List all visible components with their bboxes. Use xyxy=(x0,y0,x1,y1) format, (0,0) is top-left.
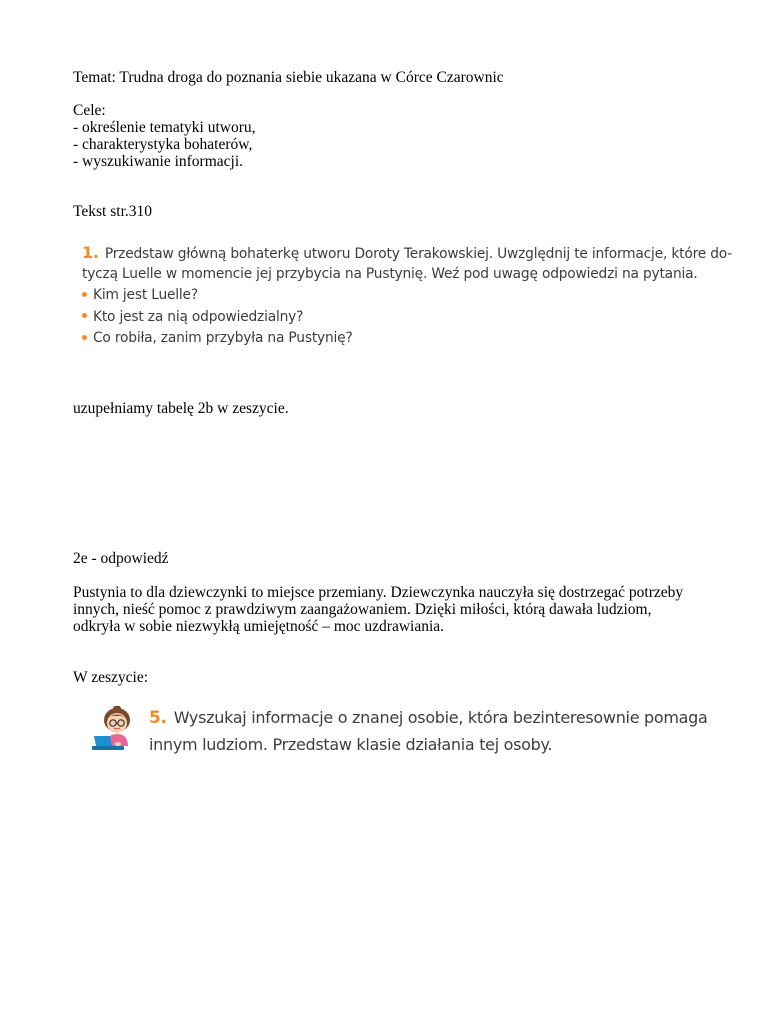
bullet-dot-icon xyxy=(82,292,87,297)
task-5-text xyxy=(149,704,708,758)
girl-with-laptop-icon xyxy=(88,706,138,754)
task-1-instruction-2: tyczą Luelle w momencie jej przybycia na Pustynię. Weź pod uwagę odpowiedzi na pytania. xyxy=(82,265,698,282)
task-1-instruction-1: Przedstaw główną bohaterkę utworu Doroty Terakowskiej. Uwzględnij te informacje, które do- xyxy=(104,246,733,262)
question-item: Co robiła, zanim przybyła na Pustynię? xyxy=(82,328,692,350)
bullet-dot-icon xyxy=(82,335,87,340)
bullet-dot-icon xyxy=(82,313,87,318)
answer-paragraph xyxy=(73,584,693,635)
goals-heading: Cele: xyxy=(73,102,106,119)
task-5-number: 5. xyxy=(149,708,167,728)
task-5-instruction-1: Wyszukaj informacje o znanej osobie, która bezinteresownie pomaga xyxy=(173,708,708,727)
text-reference: Tekst str.310 xyxy=(73,203,152,220)
task-5-exercise xyxy=(88,704,708,766)
task-1-number: 1. xyxy=(82,243,99,262)
task-5-instruction-2: innym ludziom. Przedstaw klasie działania tej osoby. xyxy=(149,735,553,754)
goal-item: - wyszukiwanie informacji. xyxy=(73,153,244,170)
topic-line: Temat: Trudna droga do poznania siebie ukazana w Córce Czarownic xyxy=(73,69,504,86)
goals-list xyxy=(73,119,256,170)
goal-item: - charakterystyka bohaterów, xyxy=(73,136,253,153)
answer-line: innych, nieść pomoc z prawdziwym zaangażowaniem. Dzięki miłości, którą dawała ludziom, xyxy=(73,601,652,618)
question-item: Kim jest Luelle? xyxy=(82,285,692,307)
goal-item: - określenie tematyki utworu, xyxy=(73,119,256,136)
answer-line: odkryła w sobie niezwykłą umiejętność – moc uzdrawiania. xyxy=(73,618,445,635)
question-item: Kto jest za nią odpowiedzialny? xyxy=(82,307,692,329)
answer-label: 2e - odpowiedź xyxy=(73,550,169,567)
notebook-label: W zeszycie: xyxy=(73,669,149,686)
answer-line: Pustynia to dla dziewczynki to miejsce przemiany. Dziewczynka nauczyła się dostrzegać potrzeby xyxy=(73,584,684,601)
task-1-line-1 xyxy=(82,242,733,264)
task-1-questions xyxy=(82,285,692,350)
task-1-exercise xyxy=(82,242,733,350)
table-note: uzupełniamy tabelę 2b w zeszycie. xyxy=(73,400,289,417)
task-5-line-1 xyxy=(149,704,708,731)
